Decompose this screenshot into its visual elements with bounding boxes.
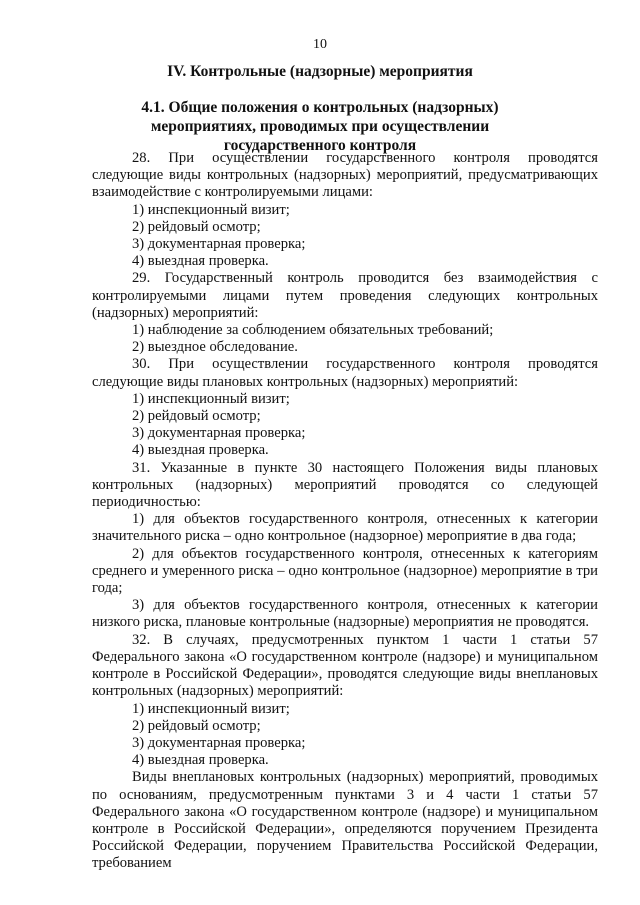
page-number: 10 (313, 37, 327, 52)
document-body (92, 150, 598, 873)
list-item: 3) документарная проверка; (132, 236, 306, 253)
paragraph-28: 28. При осуществлении государственного контроля проводятся следующие виды контрольных (надзорных) мероприятий, предусматривающих взаимодействие с контролируемыми лицами: (92, 150, 598, 201)
list-item: 1) инспекционный визит; (132, 201, 290, 218)
list-item: 2) выездное обследование. (132, 339, 298, 356)
list-item: 1) инспекционный визит; (132, 700, 290, 717)
list-item: 3) документарная проверка; (132, 734, 306, 751)
list-item: 1) наблюдение за соблюдением обязательных требований; (132, 322, 494, 339)
list-item: 2) рейдовый осмотр; (132, 408, 261, 425)
list-item: 1) инспекционный визит; (132, 390, 290, 407)
paragraph-32: 32. В случаях, предусмотренных пунктом 1 части 1 статьи 57 Федерального закона «О государственном контроле (надзоре) и муниципальном контроле в Российской Федерации», проводятся следующие виды внеплановых контрольных (надзорных) мероприятий: (92, 631, 598, 700)
list-item: 1) для объектов государственного контроля, отнесенных к категории значительного риска – одно контрольное (надзорное) мероприятие в два года; (92, 511, 598, 545)
list-item: 3) документарная проверка; (132, 425, 306, 442)
list-item: 3) для объектов государственного контроля, отнесенных к категории низкого риска, плановые контрольные (надзорные) мероприятия не проводятся. (92, 597, 598, 631)
section-heading: IV. Контрольные (надзорные) мероприятия (167, 63, 473, 80)
list-item: 4) выездная проверка. (132, 442, 269, 459)
list-item: 4) выездная проверка. (132, 752, 269, 769)
list-item: 4) выездная проверка. (132, 253, 269, 270)
paragraph-31: 31. Указанные в пункте 30 настоящего Положения виды плановых контрольных (надзорных) мероприятий проводятся со следующей периодичностью: (92, 459, 598, 511)
list-item: 2) рейдовый осмотр; (132, 717, 261, 734)
list-item: 2) рейдовый осмотр; (132, 218, 261, 235)
subsection-heading: 4.1. Общие положения о контрольных (надзорных) мероприятиях, проводимых при осуществлении государственного контроля (141, 99, 499, 154)
paragraph-unplanned-types: Виды внеплановых контрольных (надзорных) мероприятий, проводимых по основаниям, предусмотренным пунктами 3 и 4 части 1 статьи 57 Федерального закона «О государственном контроле (надзоре) и муниципальном контроле в Российской Федерации», определяются поручением Президента Российской Федерации, поручением Правительства Российской Федерации, требованием (92, 769, 598, 872)
paragraph-30: 30. При осуществлении государственного контроля проводятся следующие виды плановых контрольных (надзорных) мероприятий: (92, 356, 598, 390)
paragraph-29: 29. Государственный контроль проводится без взаимодействия с контролируемыми лицами путем проведения следующих контрольных (надзорных) мероприятий: (92, 270, 598, 321)
list-item: 2) для объектов государственного контроля, отнесенных к категориям среднего и умеренного риска – одно контрольное (надзорное) мероприятие в три года; (92, 545, 598, 597)
